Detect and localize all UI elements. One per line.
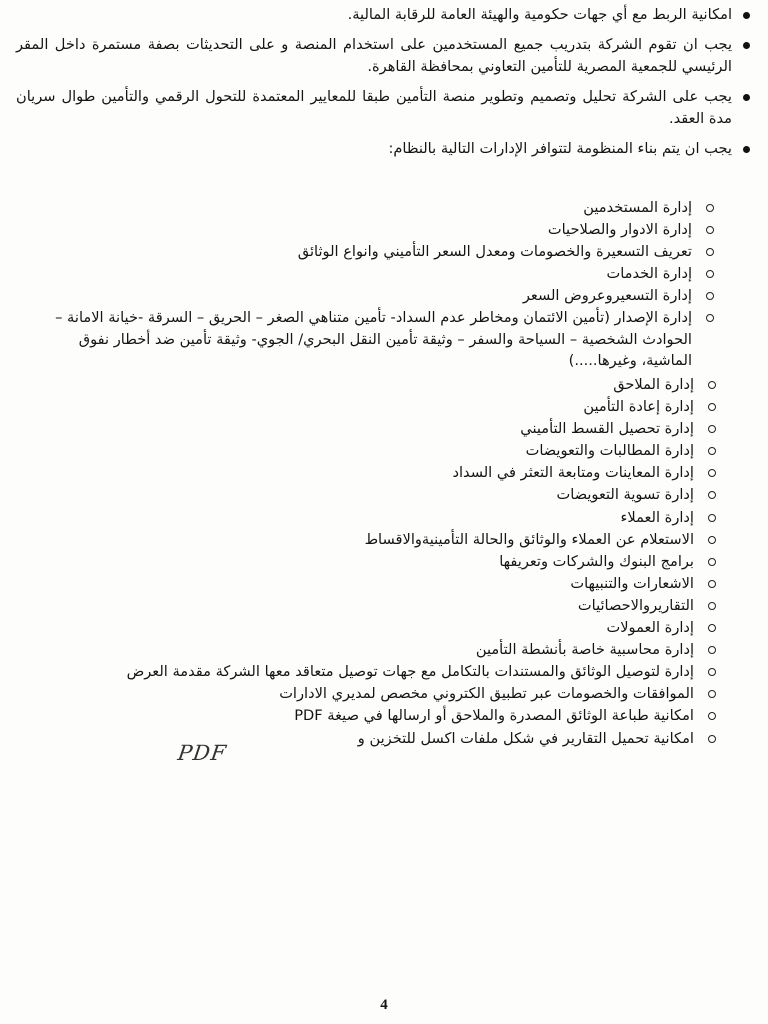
module-item <box>26 418 716 440</box>
module-text: إدارة التسعيروعروض السعر <box>522 287 692 305</box>
circle-bullet-icon <box>706 248 714 256</box>
bullet-dot-icon <box>743 12 750 19</box>
modules-list-part2 <box>26 374 716 750</box>
module-text: برامج البنوك والشركات وتعريفها <box>499 552 694 570</box>
module-text: الموافقات والخصومات عبر تطبيق الكتروني مخصص لمديري الادارات <box>279 685 694 703</box>
module-text: إدارة المستخدمين <box>583 199 692 216</box>
circle-bullet-icon <box>706 226 714 234</box>
module-text: إدارة لتوصيل الوثائق والمستندات بالتكامل مع جهات توصيل متعاقد معها الشركة مقدمة العرض <box>126 663 694 681</box>
module-text: إدارة المطالبات والتعويضات <box>525 442 694 460</box>
module-text: إدارة الخدمات <box>606 265 692 283</box>
module-item <box>26 484 716 506</box>
module-item <box>26 551 716 573</box>
circle-bullet-icon <box>708 624 716 632</box>
circle-bullet-icon <box>708 469 716 477</box>
circle-bullet-icon <box>708 491 716 499</box>
circle-bullet-icon <box>708 602 716 610</box>
module-text: امكانية طباعة الوثائق المصدرة والملاحق أو ارسالها في صيغة PDF <box>294 707 694 725</box>
circle-bullet-icon <box>708 425 716 433</box>
module-item <box>26 529 716 551</box>
module-item <box>24 241 714 263</box>
circle-bullet-icon <box>708 646 716 654</box>
bullet-item <box>16 138 752 160</box>
bullet-item <box>16 4 752 26</box>
circle-bullet-icon <box>706 314 714 322</box>
circle-bullet-icon <box>706 204 714 212</box>
circle-bullet-icon <box>708 690 716 698</box>
circle-bullet-icon <box>708 514 716 522</box>
module-text: إدارة تحصيل القسط التأميني <box>520 420 694 438</box>
bullet-item <box>16 86 752 130</box>
module-text: إدارة العمولات <box>606 619 694 637</box>
circle-bullet-icon <box>708 580 716 588</box>
module-item <box>26 683 716 705</box>
circle-bullet-icon <box>708 381 716 389</box>
module-text: تعريف التسعيرة والخصومات ومعدل السعر التأميني وانواع الوثائق <box>297 243 692 261</box>
module-item <box>26 661 716 683</box>
circle-bullet-icon <box>706 270 714 278</box>
module-text: امكانية تحميل التقارير في شكل ملفات اكسل للتخزين و <box>357 729 694 747</box>
main-bullet-list <box>16 4 752 161</box>
circle-bullet-icon <box>708 712 716 720</box>
modules-list-part1 <box>24 197 714 373</box>
module-text: التقاريروالاحصائيات <box>577 596 694 614</box>
module-item <box>24 263 714 285</box>
bullet-dot-icon <box>743 94 750 101</box>
circle-bullet-icon <box>708 735 716 743</box>
module-text: إدارة إعادة التأمين <box>583 398 694 416</box>
circle-bullet-icon <box>708 558 716 566</box>
module-item <box>24 307 714 372</box>
module-text: إدارة الإصدار (تأمين الائتمان ومخاطر عدم السداد- تأمين متناهي الصغر – الحريق – السرقة -خيانة الامانة – الحوادث الشخصية – السياحة والسفر – وثيقة تأمين النقل البحري/ الجوي- وثيقة تأمين ضد أخطار نفوق الماشية، وغيرها.....) <box>55 309 692 370</box>
module-item <box>24 285 714 307</box>
module-item <box>26 440 716 462</box>
module-text: إدارة الادوار والصلاحيات <box>547 221 692 239</box>
circle-bullet-icon <box>708 536 716 544</box>
module-text: الاستعلام عن العملاء والوثائق والحالة التأمينيةوالاقساط <box>364 530 694 548</box>
module-text: إدارة محاسبية خاصة بأنشطة التأمين <box>475 641 694 659</box>
module-item <box>26 639 716 661</box>
handwritten-pdf-note: PDF <box>176 741 229 765</box>
module-item <box>24 197 714 219</box>
module-item <box>26 462 716 484</box>
bullet-text: يجب ان يتم بناء المنظومة لتتوافر الإدارات التالية بالنظام: <box>388 140 732 157</box>
module-text: الاشعارات والتنبيهات <box>570 574 694 592</box>
module-item <box>26 507 716 529</box>
module-text: إدارة الملاحق <box>613 376 694 393</box>
circle-bullet-icon <box>708 447 716 455</box>
module-item <box>26 573 716 595</box>
module-text: إدارة المعاينات ومتابعة التعثر في السداد <box>452 464 694 482</box>
circle-bullet-icon <box>708 668 716 676</box>
module-item <box>26 728 716 750</box>
bullet-text: امكانية الربط مع أي جهات حكومية والهيئة العامة للرقابة المالية. <box>347 6 732 23</box>
bullet-item <box>16 34 752 78</box>
module-item <box>24 219 714 241</box>
module-item <box>26 374 716 396</box>
module-item <box>26 595 716 617</box>
module-item <box>26 396 716 418</box>
circle-bullet-icon <box>708 403 716 411</box>
module-text: إدارة تسوية التعويضات <box>556 486 694 504</box>
circle-bullet-icon <box>706 292 714 300</box>
bullet-text: يجب على الشركة تحليل وتصميم وتطوير منصة التأمين طبقا للمعايير المعتمدة للتحول الرقمي والتأمين طوال سريان مدة العقد. <box>16 88 732 127</box>
bullet-dot-icon <box>743 146 750 153</box>
module-item <box>26 705 716 727</box>
bullet-dot-icon <box>743 42 750 49</box>
bullet-text: يجب ان تقوم الشركة بتدريب جميع المستخدمين على استخدام المنصة و على التحديثات بصفة مستمرة داخل المقر الرئيسي للجمعية المصرية للتأمين التعاوني بمحافظة القاهرة. <box>16 36 732 75</box>
page-number: 4 <box>380 997 388 1013</box>
module-text: إدارة العملاء <box>620 508 694 526</box>
module-item <box>26 617 716 639</box>
